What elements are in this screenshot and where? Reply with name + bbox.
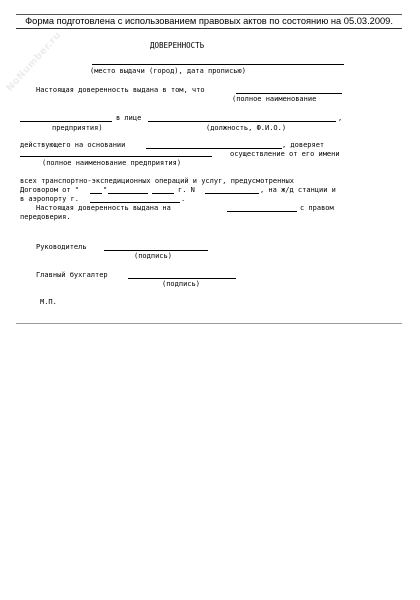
contract-number-blank <box>205 193 259 194</box>
full-name-caption: (полное наименование <box>232 95 317 103</box>
contract-quote-close: " <box>103 186 108 194</box>
document-title: ДОВЕРЕННОСТЬ <box>150 41 205 50</box>
accountant-signature-blank <box>128 278 236 279</box>
place-date-blank <box>92 64 344 65</box>
issued-for-text: Настоящая доверенность выдана на <box>36 204 171 212</box>
representative-blank <box>148 121 336 122</box>
header-note: Форма подготовлена с использованием правовых актов по состоянию на 05.03.2009. <box>16 16 402 29</box>
contract-month-blank <box>108 193 148 194</box>
full-enterprise-caption: (полное наименование предприятия) <box>42 159 182 167</box>
watermark: NoNumber.ru <box>4 29 64 94</box>
contract-day-blank <box>90 193 102 194</box>
issued-intro-text: Настоящая доверенность выдана в том, что <box>36 86 205 94</box>
basis-document-blank <box>146 148 282 149</box>
head-label: Руководитель <box>36 243 87 251</box>
header-top-rule <box>16 14 402 15</box>
acting-on-basis-text: действующего на основании <box>20 141 126 149</box>
grantor-name-continuation-blank <box>20 121 112 122</box>
contract-from-text: Договором от " <box>20 186 80 194</box>
accountant-signature-caption: (подпись) <box>162 280 200 288</box>
period-1: . <box>181 195 186 203</box>
head-signature-blank <box>104 250 208 251</box>
all-operations-text: всех транспортно-экспедиционных операций и услуг, предусмотренных <box>20 177 294 185</box>
position-caption: (должность, Ф.И.О.) <box>206 124 287 132</box>
airport-city-blank <box>90 202 180 203</box>
rail-station-text: , на ж/д станции и <box>260 186 336 194</box>
head-signature-caption: (подпись) <box>134 252 172 260</box>
enterprise-caption: предприятия) <box>52 124 103 132</box>
seal-mark: М.П. <box>40 298 57 306</box>
year-number-text: г. N <box>178 186 195 194</box>
comma-1: , <box>338 114 343 122</box>
contract-year-blank <box>152 193 174 194</box>
redelegation-text: передоверия. <box>20 213 71 221</box>
with-right-text: с правом <box>300 204 334 212</box>
in-person-text: в лице <box>116 114 142 122</box>
entrusts-text: , доверяет <box>282 141 325 149</box>
airport-text: в аэропорту г. <box>20 195 80 203</box>
term-blank <box>227 211 297 212</box>
footer-rule <box>16 323 402 324</box>
trustee-name-blank <box>20 156 212 157</box>
accountant-label: Главный бухгалтер <box>36 271 108 279</box>
grantor-name-blank <box>236 93 342 94</box>
implementation-text: осуществление от его имени <box>230 150 340 158</box>
place-date-caption: (место выдачи (город), дата прописью) <box>90 67 246 75</box>
